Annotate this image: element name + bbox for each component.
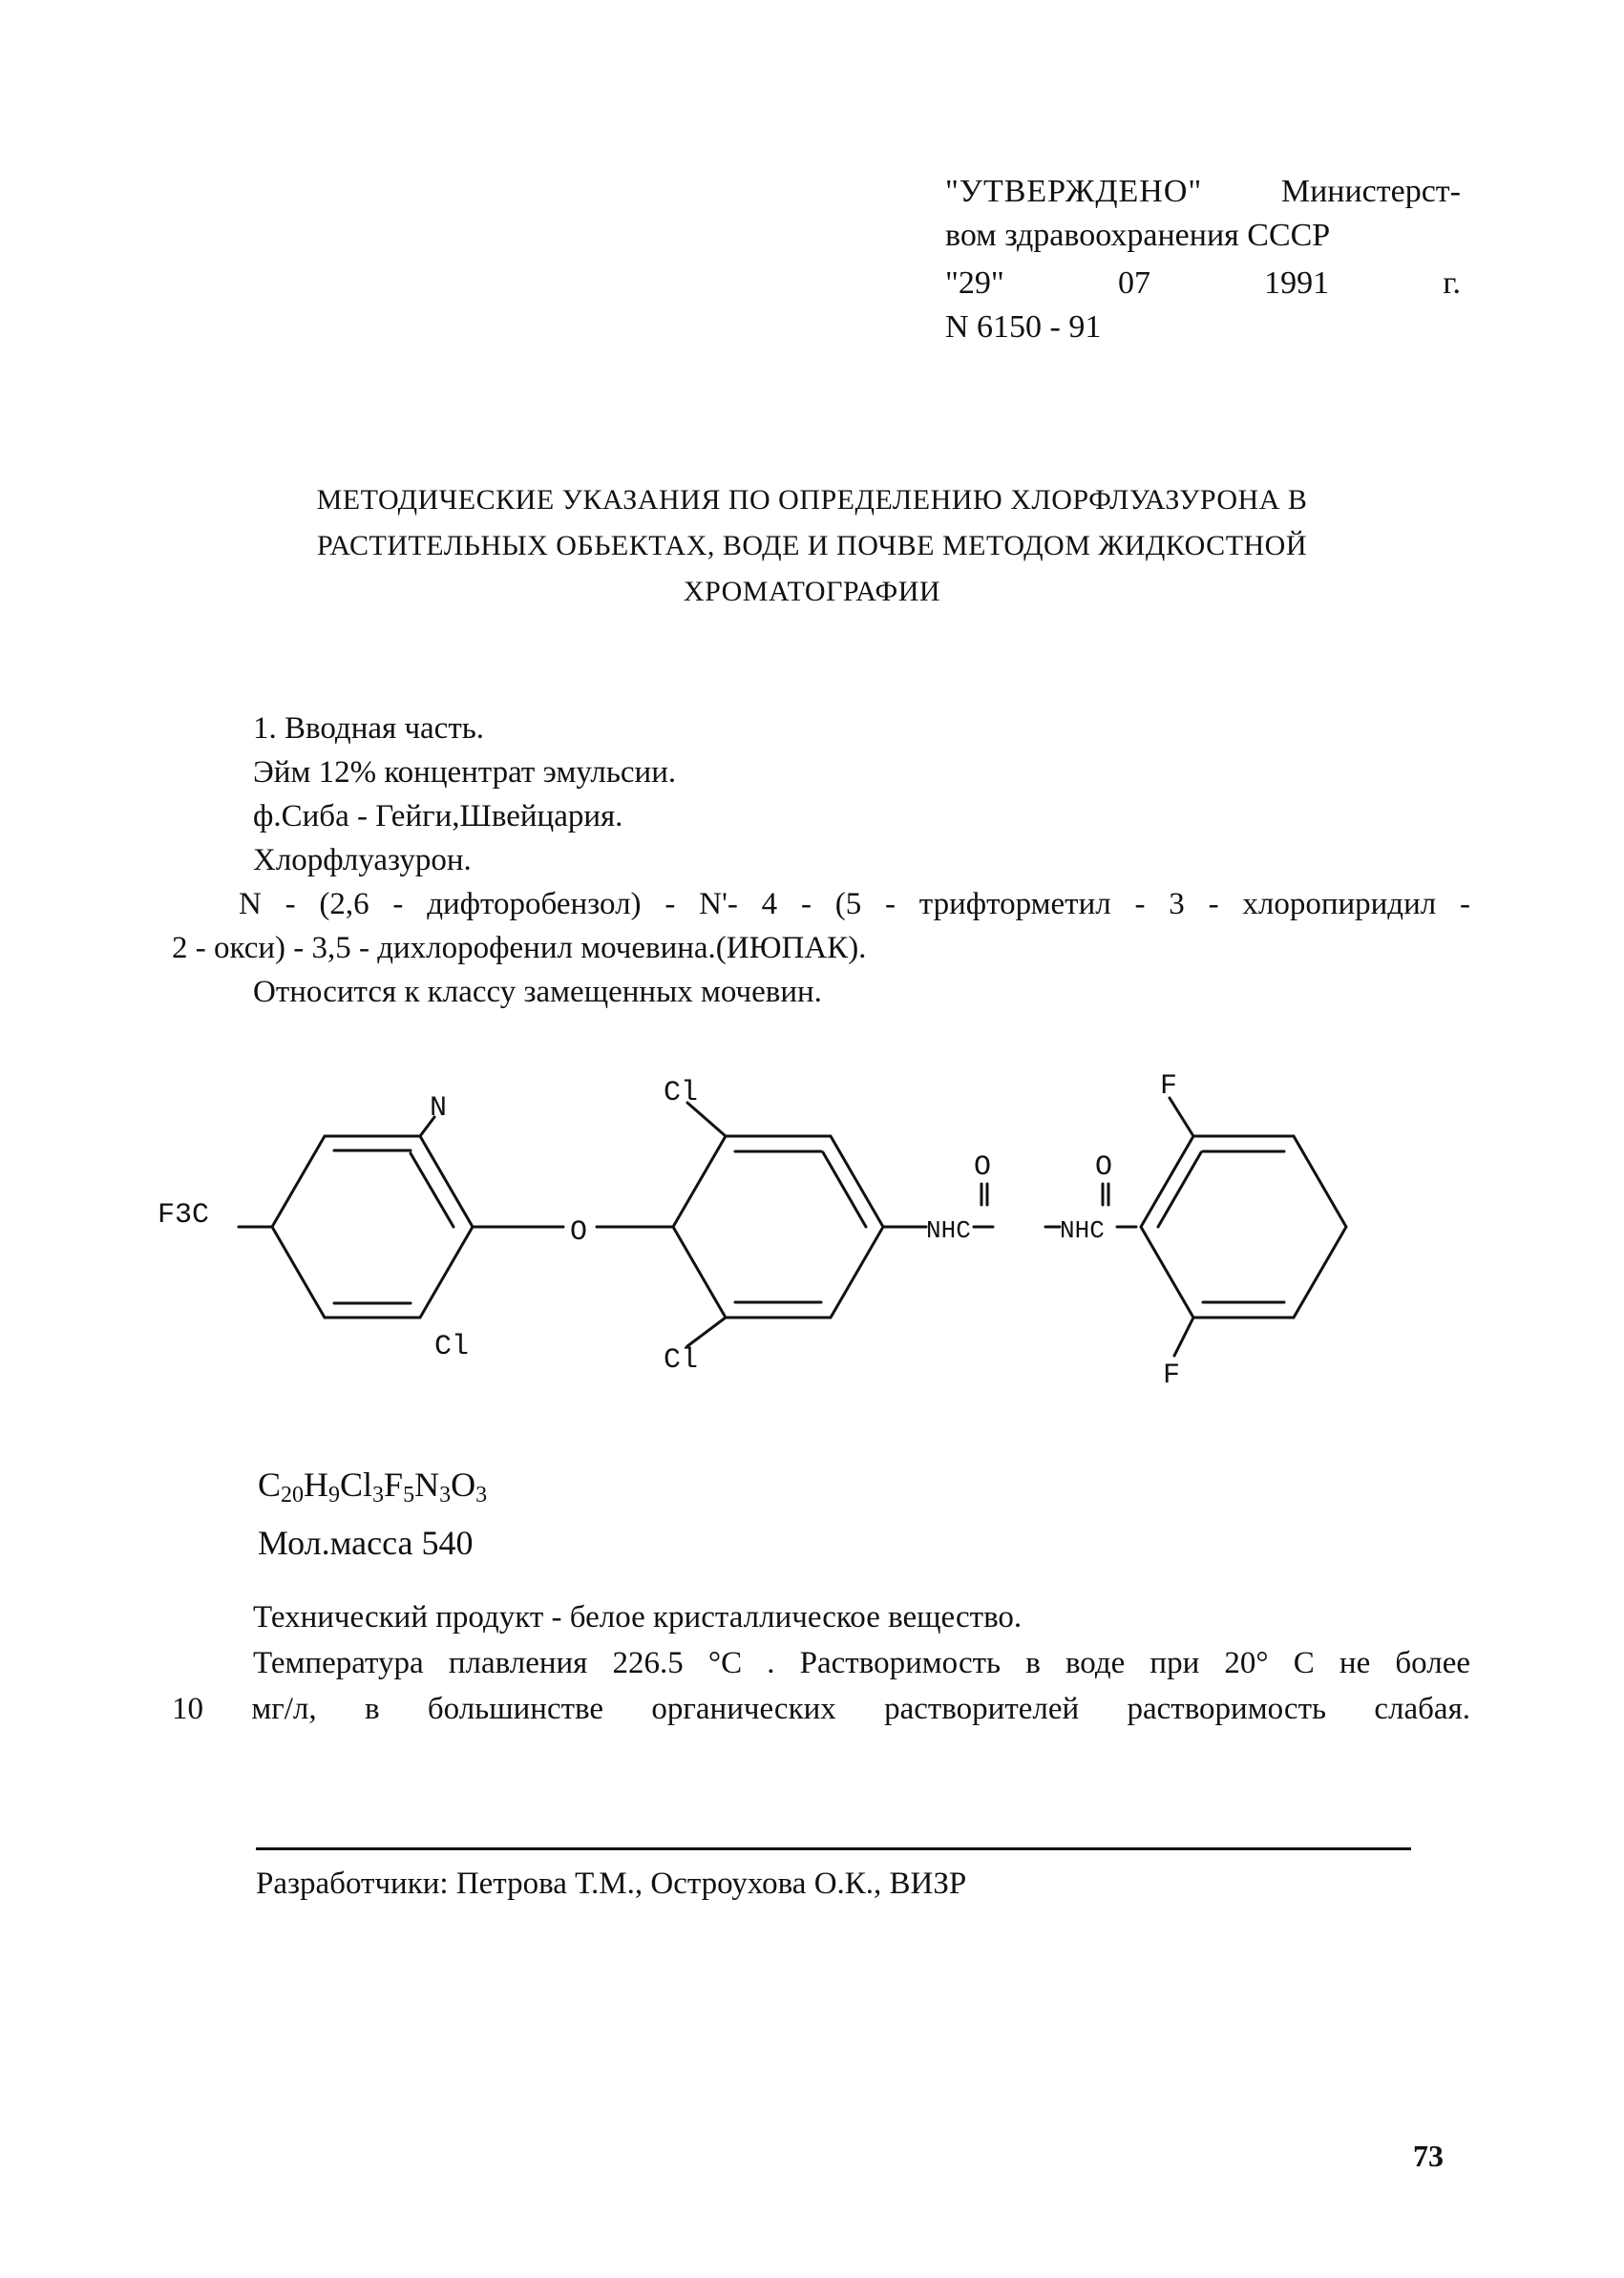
f-bottom-bond (1174, 1318, 1193, 1356)
description-line-2: Температура плавления 226.5 °С . Растворимость в воде при 20° С не более (253, 1646, 1470, 1680)
phenyl-double-bond-3 (823, 1152, 866, 1227)
cl-pyridine-label: Cl (434, 1331, 470, 1363)
description-line-3: 10 мг/л, в большинстве органических растворителей растворимость слабая. (172, 1692, 1470, 1726)
intro-section (172, 707, 1470, 1014)
cl-top-label: Cl (664, 1077, 699, 1109)
approval-year: 1991 (1264, 265, 1330, 301)
formula-n: N (414, 1466, 440, 1504)
carbonyl-o1-label: O (974, 1151, 992, 1184)
formula-h-count: 9 (328, 1483, 341, 1508)
structural-formula (143, 1060, 1499, 1423)
f-top-label: F (1160, 1070, 1178, 1103)
molar-mass: Мол.масса 540 (258, 1524, 474, 1562)
nhc2-label: NHC (1060, 1216, 1105, 1245)
pyridine-double-bond-3 (411, 1153, 453, 1227)
title-line-3: ХРОМАТОГРАФИИ (683, 576, 941, 607)
description-line-1: Технический продукт - белое кристаллическое вещество. (253, 1600, 1023, 1635)
class-line: Относится к классу замещенных мочевин. (253, 975, 822, 1009)
carbonyl-o2-label: O (1095, 1151, 1113, 1184)
iupac-line-1: N - (2,6 - дифторобензол) - N'- 4 - (5 - трифторметил - 3 - хлоропиридил - (239, 887, 1470, 921)
company-line: ф.Сиба - Гейги,Швейцария. (253, 799, 623, 833)
formula-o-count: 3 (475, 1483, 488, 1508)
approval-line-1 (945, 170, 1461, 214)
formula-cl-count: 3 (372, 1483, 385, 1508)
ether-o-label: O (570, 1216, 588, 1249)
page-number: 73 (1413, 2139, 1444, 2173)
approval-month: 07 (1117, 265, 1150, 301)
approval-number: N 6150 - 91 (945, 309, 1102, 345)
authors-line: Разработчики: Петрова Т.М., Остроухова О.К., ВИЗР (256, 1867, 967, 1901)
approval-year-suffix: г. (1443, 265, 1461, 301)
formula-cl: Cl (340, 1466, 373, 1504)
formula-f-count: 5 (403, 1483, 415, 1508)
approval-ministry-part2: вом здравоохранения СССР (945, 218, 1331, 253)
title-line-2: РАСТИТЕЛЬНЫХ ОБЬЕКТАХ, ВОДЕ И ПОЧВЕ МЕТОДОМ ЖИДКОСТНОЙ (316, 530, 1308, 561)
fphenyl-double-bond-3 (1158, 1152, 1201, 1227)
description-section (172, 1594, 1470, 1732)
product-line: Эйм 12% концентрат эмульсии. (253, 755, 677, 790)
approval-block (945, 170, 1461, 349)
approval-ministry-part1: Министерст- (1280, 174, 1461, 209)
formula-o: O (451, 1466, 476, 1504)
cl-bottom-label: Cl (664, 1344, 699, 1377)
cl-bottom-bond (687, 1318, 726, 1346)
substance-line: Хлорфлуазурон. (253, 843, 472, 877)
approval-approved-label: "УТВЕРЖДЕНО" (945, 174, 1203, 209)
f-bottom-label: F (1163, 1360, 1181, 1392)
dichlorophenyl-ring (673, 1136, 883, 1318)
nhc1-label: NHC (926, 1216, 971, 1245)
pyridine-ring (272, 1136, 473, 1318)
formula-h: H (304, 1466, 329, 1504)
difluorophenyl-ring (1141, 1136, 1346, 1318)
footer-divider (256, 1847, 1411, 1850)
cf3-label: F3C (158, 1199, 210, 1232)
section-heading: 1. Вводная часть. (253, 711, 485, 746)
formula-c: C (258, 1466, 282, 1504)
formula-n-count: 3 (439, 1483, 452, 1508)
approval-day: "29" (945, 265, 1004, 301)
molecular-formula-block (258, 1461, 487, 1567)
iupac-line-2: 2 - окси) - 3,5 - дихлорофенил мочевина.(ИЮПАК). (172, 931, 867, 965)
f-top-bond (1170, 1098, 1193, 1136)
n-label: N (430, 1092, 448, 1125)
molecular-formula (258, 1461, 487, 1519)
title-line-1: МЕТОДИЧЕСКИЕ УКАЗАНИЯ ПО ОПРЕДЕЛЕНИЮ ХЛОРФЛУАЗУРОНА В (316, 484, 1308, 516)
document-title (134, 477, 1490, 615)
approval-date (945, 262, 1461, 306)
formula-f: F (384, 1466, 404, 1504)
formula-c-count: 20 (281, 1483, 305, 1508)
